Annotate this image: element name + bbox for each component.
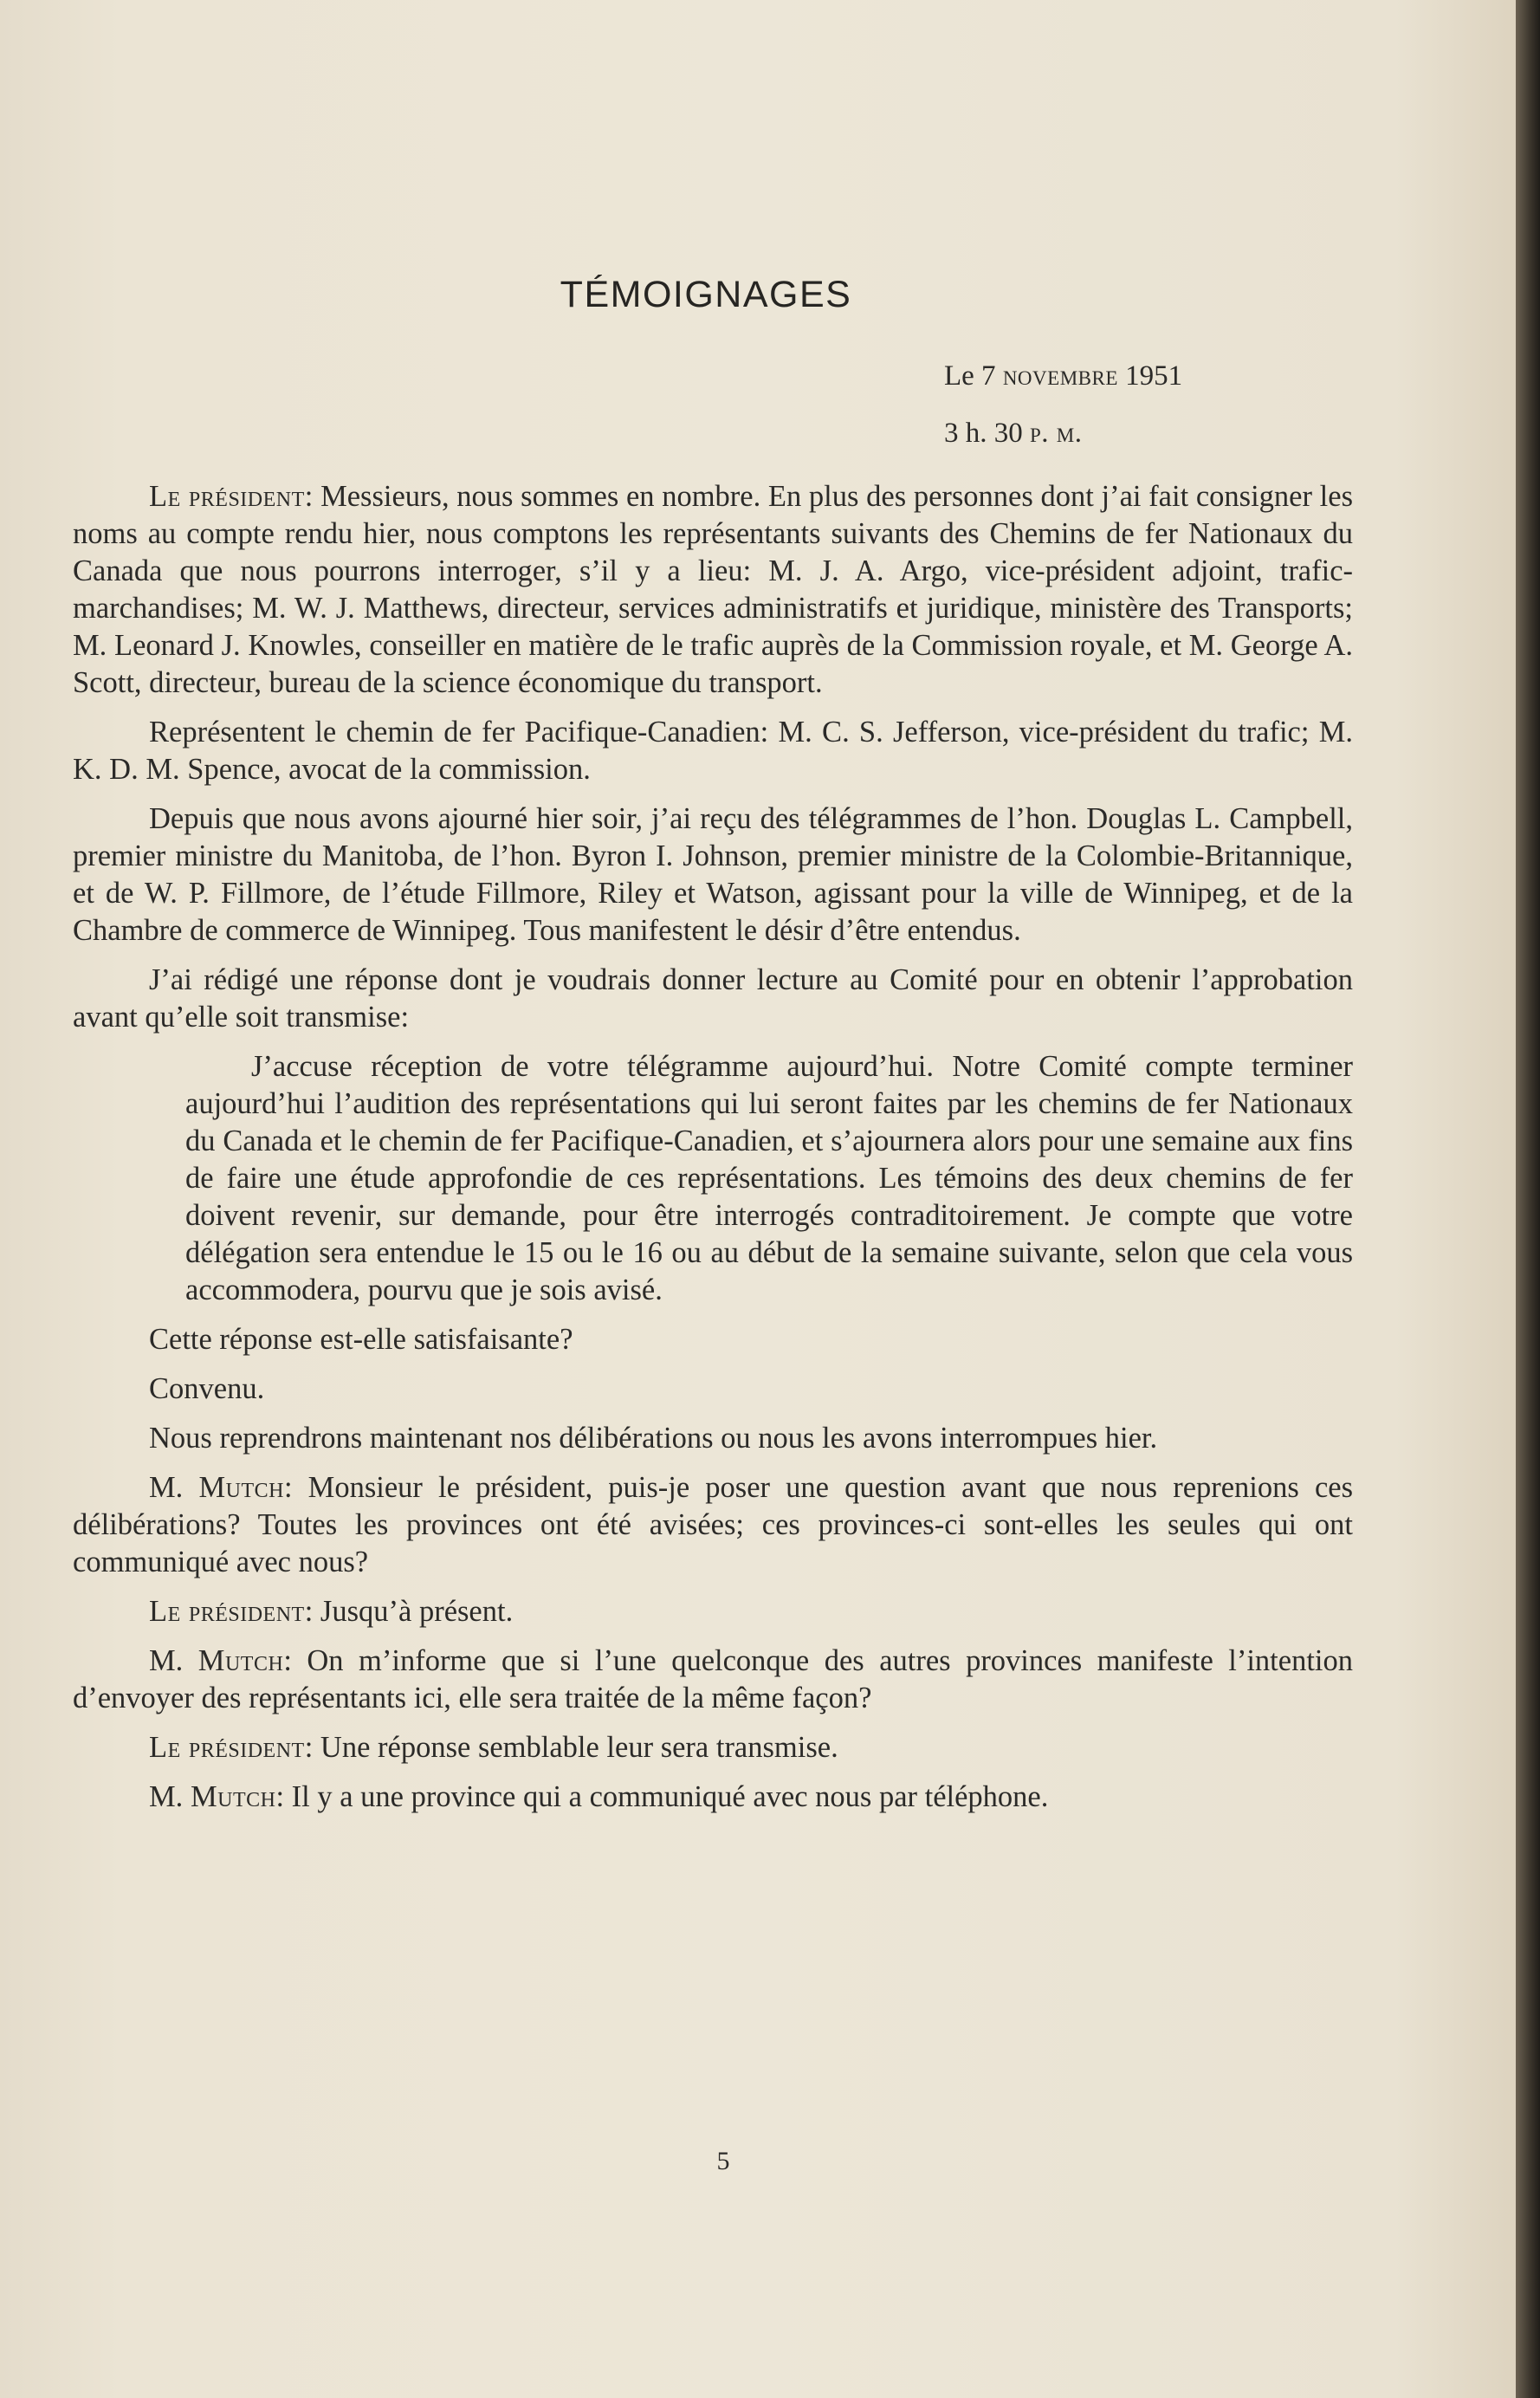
- speaker-name: Mutch: [198, 1471, 284, 1504]
- speaker-name: Le président: [149, 480, 305, 513]
- paragraph: J’ai rédigé une réponse dont je voudrais donner lecture au Comité pour en obtenir l’approbation avant qu’elle soit transmise:: [73, 963, 1353, 1034]
- paragraph-text: Jusqu’à présent.: [320, 1595, 514, 1628]
- paragraph-text: Une réponse semblable leur sera transmise.: [320, 1731, 838, 1764]
- time-hour: 3 h. 30: [944, 418, 1030, 449]
- speaker-name: Mutch: [190, 1780, 276, 1813]
- paragraph: Le président: Messieurs, nous sommes en nombre. En plus des personnes dont j’ai fait consigner les noms au compte rendu hier, nous comptons les représentants suivants des Chemins de fer Nationaux du Canada que nous pourrons interroger, s’il y a lieu: M. J. A. Argo, vice-président adjoint, trafic-marchandises; M. W. J. Matthews, directeur, services administratifs et juridique, ministère des Transports; M. Leonard J. Knowles, conseiller en matière de le trafic auprès de la Commission royale, et M. George A. Scott, directeur, bureau de la science économique du transport.: [73, 480, 1353, 699]
- paragraph: Le président: Une réponse semblable leur sera transmise.: [149, 1731, 838, 1764]
- quoted-telegram: J’accuse réception de votre télégramme aujourd’hui. Notre Comité compte terminer aujourd’hui l’audition des représentations qui lui seront faites par les chemins de fer Nationaux du Canada et le chemin de fer Pacifique-Canadien, et s’ajournera alors pour une semaine aux fins de faire une étude approfondie de ces représentations. Les témoins des deux chemins de fer doivent revenir, sur demande, pour être interrogés contraditoirement. Je compte que votre délégation sera entendue le 15 ou le 16 ou au début de la semaine suivante, selon que cela vous accommodera, pourvu que je sois avisé.: [185, 1050, 1353, 1306]
- book-binding-edge: [1516, 0, 1540, 2398]
- date-month: novembre: [1002, 360, 1118, 392]
- date-prefix: Le 7: [944, 360, 1003, 392]
- paragraph: Cette réponse est-elle satisfaisante?: [149, 1323, 573, 1356]
- paragraph-text: On m’informe que si l’une quelconque des autres provinces manifeste l’intention d’envoyer des représentants ici, elle sera traitée de la même façon?: [73, 1644, 1353, 1714]
- speaker-name: Mutch: [197, 1644, 284, 1677]
- speaker-name: Le président: [149, 1731, 305, 1764]
- paragraph: Représentent le chemin de fer Pacifique-Canadien: M. C. S. Jefferson, vice-président du trafic; M. K. D. M. Spence, avocat de la commission.: [73, 716, 1353, 786]
- paragraph: M. Mutch: Il y a une province qui a communiqué avec nous par téléphone.: [149, 1780, 1049, 1813]
- speaker-name: Le président: [149, 1595, 305, 1628]
- paragraph-text: Il y a une province qui a communiqué avec nous par téléphone.: [291, 1780, 1049, 1813]
- session-time: [944, 418, 1083, 450]
- paragraph-text: Messieurs, nous sommes en nombre. En plus des personnes dont j’ai fait consigner les noms au compte rendu hier, nous comptons les représentants suivants des Chemins de fer Nationaux du Canada que nous pourrons interroger, s’il y a lieu: M. J. A. Argo, vice-président adjoint, trafic-marchandises; M. W. J. Matthews, directeur, services administratifs et juridique, ministère des Transports; M. Leonard J. Knowles, conseiller en matière de le trafic auprès de la Commission royale, et M. George A. Scott, directeur, bureau de la science économique du transport.: [73, 480, 1353, 699]
- paragraph: Nous reprendrons maintenant nos délibérations ou nous les avons interrompues hier.: [149, 1422, 1158, 1455]
- page-title: TÉMOIGNAGES: [560, 274, 852, 315]
- date-year: 1951: [1117, 360, 1183, 392]
- session-date: [944, 360, 1182, 392]
- paragraph: Le président: Jusqu’à présent.: [149, 1595, 514, 1628]
- paragraph-text: Monsieur le président, puis-je poser une question avant que nous reprenions ces délibérations? Toutes les provinces ont été avisées; ces provinces-ci sont-elles les seules qui ont communiqué avec nous?: [73, 1471, 1353, 1578]
- paragraph: M. Mutch: On m’informe que si l’une quelconque des autres provinces manifeste l’intention d’envoyer des représentants ici, elle sera traitée de la même façon?: [73, 1644, 1353, 1714]
- proceedings-text: [73, 478, 1353, 1828]
- paragraph: M. Mutch: Monsieur le président, puis-je poser une question avant que nous reprenions ces délibérations? Toutes les provinces ont été avisées; ces provinces-ci sont-elles les seules qui ont communiqué avec nous?: [73, 1471, 1353, 1578]
- page-number: 5: [716, 2147, 730, 2175]
- paragraph: Depuis que nous avons ajourné hier soir, j’ai reçu des télégrammes de l’hon. Douglas L. Campbell, premier ministre du Manitoba, de l’hon. Byron I. Johnson, premier ministre de la Colombie-Britannique, et de W. P. Fillmore, de l’étude Fillmore, Riley et Watson, agissant pour la ville de Winnipeg, et de la Chambre de commerce de Winnipeg. Tous manifestent le désir d’être entendus.: [73, 802, 1353, 947]
- time-suffix: p. m.: [1030, 418, 1083, 449]
- paragraph: Convenu.: [149, 1372, 265, 1405]
